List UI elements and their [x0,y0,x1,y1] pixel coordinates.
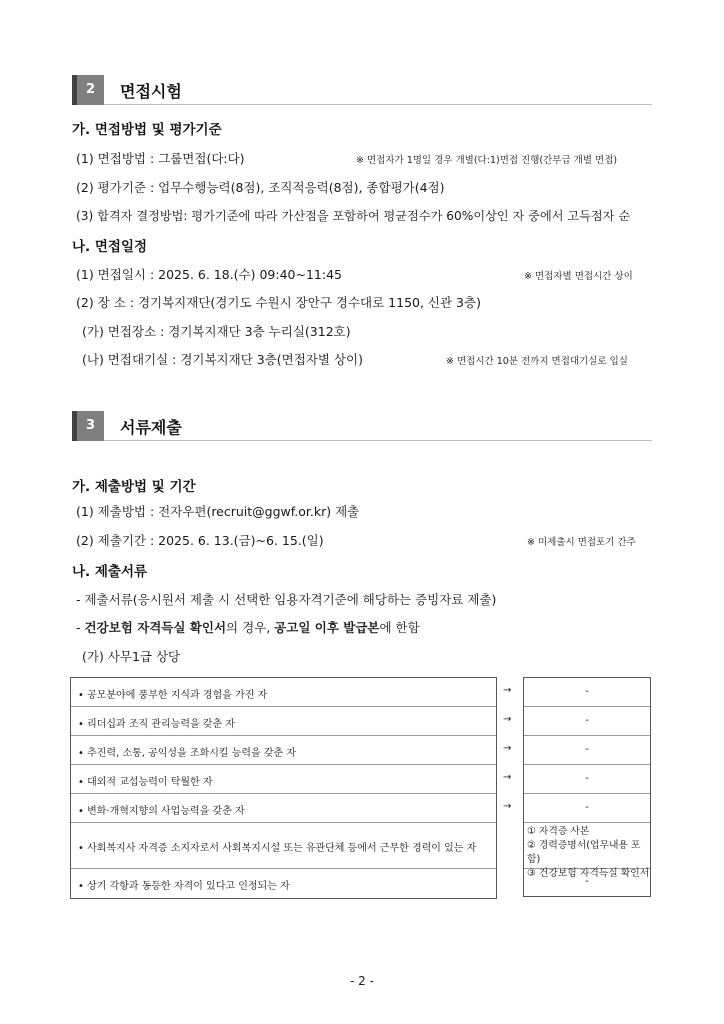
arrow-icon: → [503,801,512,812]
table-row [71,869,496,898]
section-divider [104,440,652,441]
subheading-interview-method: 가. 면접방법 및 평가기준 [72,122,222,138]
submission-period-line: (2) 제출기간 : 2025. 6. 13.(금)~6. 15.(일) [76,533,324,548]
table-row [524,707,650,736]
criterion-text: • 공모분야에 풍부한 지식과 경험을 가진 자 [78,690,268,701]
table-row [71,823,496,869]
section-divider [104,104,652,105]
table-row [524,765,650,794]
criterion-text: • 사회복지사 자격증 소지자로서 사회복지시설 또는 유관단체 등에서 근무한 경력이 있는 자 [78,843,477,854]
doc-value: - [585,773,589,784]
evaluation-criteria-line: (2) 평가기준 : 업무수행능력(8점), 조직적응력(8점), 종합평가(4점) [76,180,445,195]
section-3-header [72,411,652,441]
interview-datetime-line: (1) 면접일시 : 2025. 6. 18.(수) 09:40~11:45 [76,267,342,282]
doc-item: ① 자격증 사본 [527,826,590,837]
criteria-table [70,677,497,899]
criterion-text: • 추진력, 소통, 공익성을 조화시킬 능력을 갖춘 자 [78,748,297,759]
waiting-room-note: ※ 면접시간 10분 전까지 면접대기실로 입실 [446,356,628,367]
emphasis-health-insurance: 건강보험 자격득실 확인서 [84,620,227,635]
criterion-text: • 상기 각항과 동등한 자격이 있다고 인정되는 자 [78,881,290,892]
table-row [71,765,496,794]
table-row [524,823,650,879]
table-row [71,707,496,736]
doc-item: ③ 건강보험 자격득실 확인서 [527,868,650,879]
health-insurance-line [76,618,420,636]
line-suffix: 에 한함 [379,620,420,635]
doc-value: - [585,876,589,887]
table-row [524,794,650,823]
documents-table [523,677,651,897]
pass-decision-line: (3) 합격자 결정방법: 평가기준에 따라 가산점을 포함하여 평균점수가 60%이상인 자 중에서 고득점자 순 [76,209,631,223]
table-row [524,869,650,896]
submission-method-line: (1) 제출방법 : 전자우편(recruit@ggwf.or.kr) 제출 [76,504,360,519]
interview-room-line: (가) 면접장소 : 경기복지재단 3층 누리실(312호) [82,324,351,339]
line-prefix: - [76,620,85,635]
section-2-header [72,75,652,105]
interview-method-line: (1) 면접방법 : 그룹면접(다:다) [76,151,245,166]
arrow-icon: → [503,685,512,696]
section-number: 2 [72,75,104,105]
arrow-icon: → [503,743,512,754]
table-row [71,736,496,765]
waiting-room-line: (나) 면접대기실 : 경기복지재단 3층(면접자별 상이) [82,352,363,367]
table-row [71,678,496,707]
interview-location-line: (2) 장 소 : 경기복지재단(경기도 수원시 장안구 경수대로 1150, 신관 3층) [76,295,481,310]
doc-value: - [585,686,589,697]
subheading-required-documents: 나. 제출서류 [72,564,148,580]
doc-value: - [585,802,589,813]
submission-period-note: ※ 미제출시 면접포기 간주 [527,537,636,548]
arrow-icon: → [503,772,512,783]
criterion-text: • 변화·개혁지향의 사업능력을 갖춘 자 [78,806,245,817]
arrow-icon: → [503,714,512,725]
subheading-interview-schedule: 나. 면접일정 [72,239,148,255]
interview-datetime-note: ※ 면접자별 면접시간 상이 [524,271,633,282]
doc-value: - [585,744,589,755]
interview-method-note: ※ 면접자가 1명일 경우 개별(다:1)면접 진행(간부급 개별 면접) [356,155,618,166]
criterion-text: • 대외적 교섭능력이 탁월한 자 [78,777,213,788]
doc-value: - [585,715,589,726]
table-row [524,678,650,707]
subheading-submission-method: 가. 제출방법 및 기간 [72,479,196,495]
table-row [524,736,650,765]
table-row [71,794,496,823]
grade-line: (가) 사무1급 상당 [82,649,181,664]
doc-item: ② 경력증명서(업무내용 포함) [527,840,641,865]
section-title: 면접시험 [120,82,182,101]
section-number: 3 [72,411,104,441]
line-middle: 의 경우, [226,620,275,635]
criterion-text: • 리더십과 조직 관리능력을 갖춘 자 [78,719,236,730]
documents-line: - 제출서류(응시원서 제출 시 선택한 임용자격기준에 해당하는 증빙자료 제출) [76,592,497,607]
page-number: - 2 - [350,974,374,988]
emphasis-issue-date: 공고일 이후 발급본 [274,620,380,635]
section-title: 서류제출 [120,418,182,437]
